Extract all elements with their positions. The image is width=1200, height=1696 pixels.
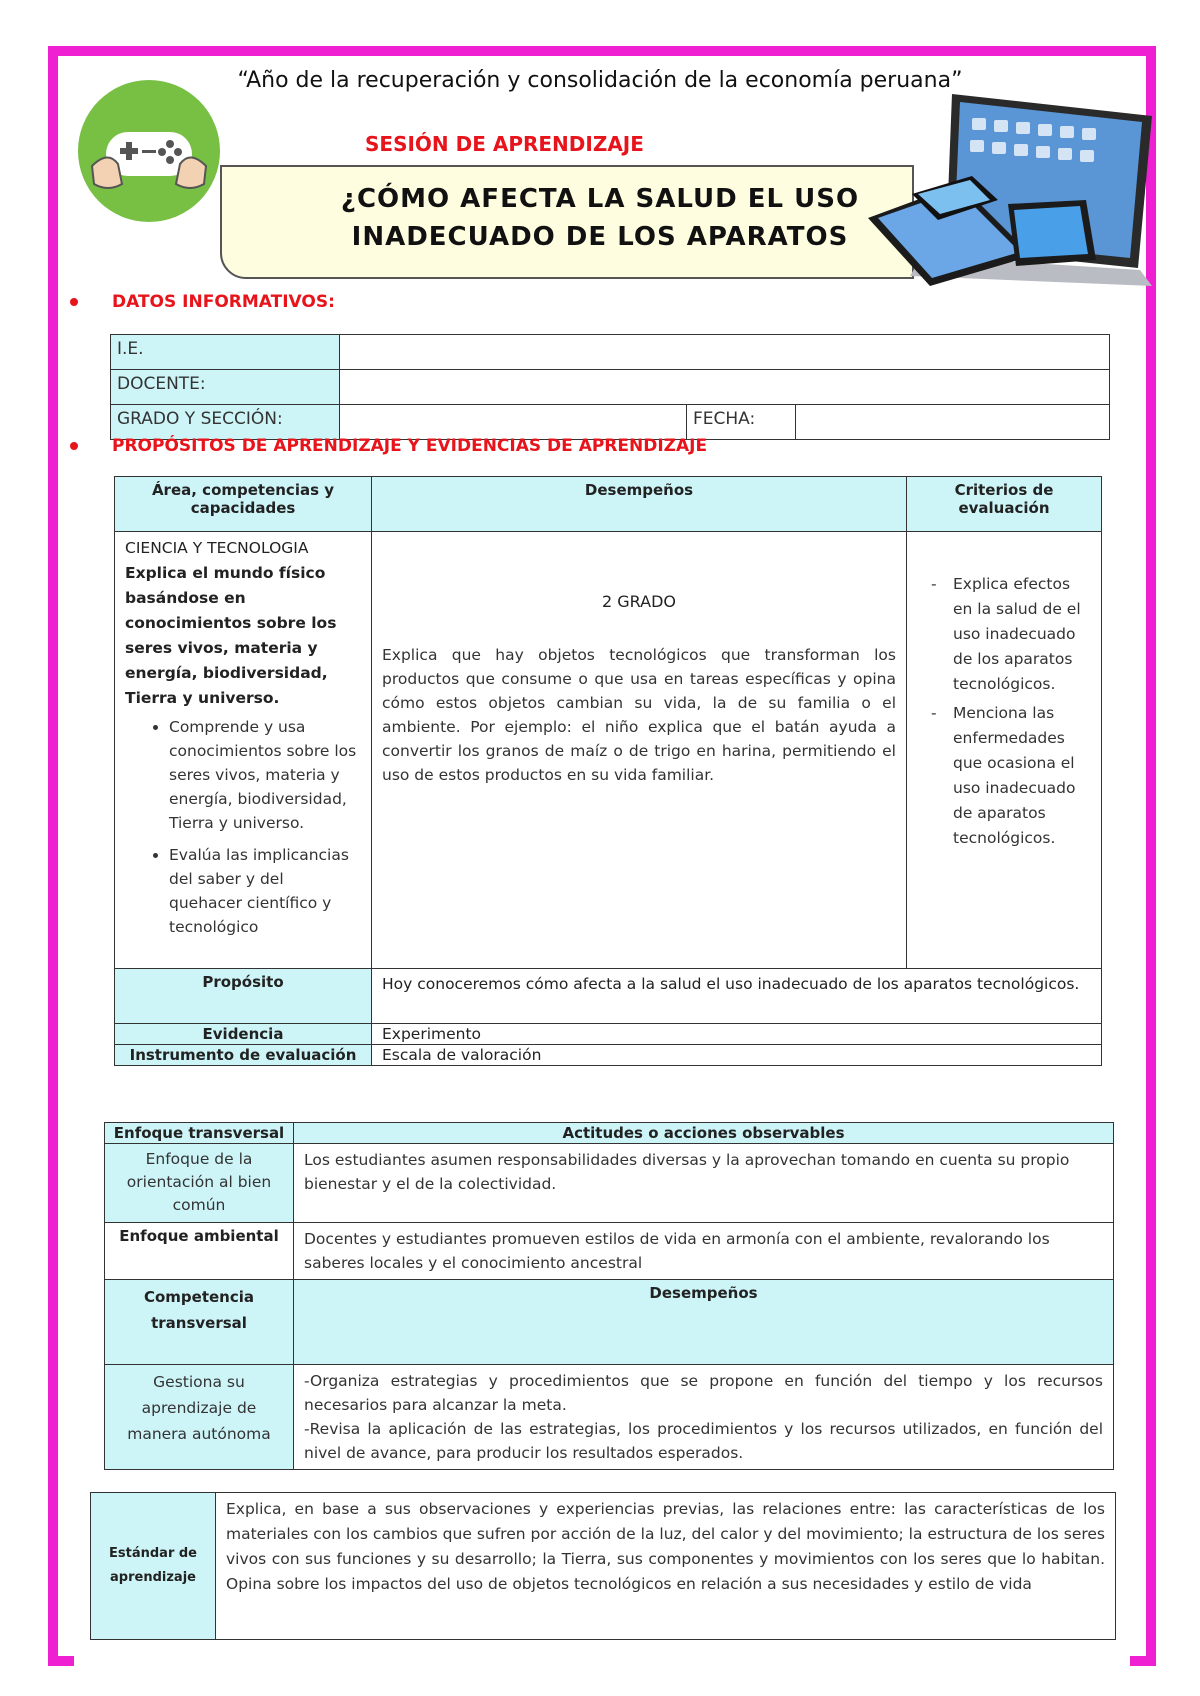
area-title: CIENCIA Y TECNOLOGIA <box>125 539 309 557</box>
estandar-label: Estándar de aprendizaje <box>91 1493 216 1640</box>
header-competencia: Competencia transversal <box>105 1280 294 1365</box>
fecha-label: FECHA: <box>687 405 796 440</box>
instrumento-label: Instrumento de evaluación <box>115 1045 372 1066</box>
header-criterios: Criterios de evaluación <box>907 477 1102 532</box>
estandar-value: Explica, en base a sus observaciones y experiencias previas, las relaciones entre: las características de los materiales con los cambios que sufren por acción de la luz, del calor y del movimiento; la estructura de los seres vivos con sus funciones y su desarrollo; la Tierra, sus componentes y movimientos con los seres que lo habitan. Opina sobre los impactos del uso de objetos tecnológicos en relación a sus necesidades y estilo de vida <box>216 1493 1116 1640</box>
capacidades-list <box>125 715 361 939</box>
criterios-list <box>917 572 1091 851</box>
grado-field[interactable] <box>340 405 687 440</box>
desempeno-cell <box>372 532 907 969</box>
enfoque-ambiental-label: Enfoque ambiental <box>105 1223 294 1280</box>
instrumento-value: Escala de valoración <box>372 1045 1102 1066</box>
header-desempenos: Desempeños <box>372 477 907 532</box>
gestiona-value <box>294 1365 1114 1470</box>
bullet-icon <box>70 442 78 450</box>
capacidad-item: • Comprende y usa conocimientos sobre los seres vivos, materia y energía, biodiversidad, Tierra y universo. <box>169 715 361 835</box>
criterio-item: - Menciona las enfermedades que ocasiona el uso inadecuado de aparatos tecnológicos. <box>931 701 1091 851</box>
evidencia-label: Evidencia <box>115 1024 372 1045</box>
grado-text: 2 GRADO <box>602 592 676 611</box>
capacidad-item: • Evalúa las implicancias del saber y del quehacer científico y tecnológico <box>169 843 361 939</box>
docente-field[interactable] <box>340 370 1110 405</box>
desempeno-text: Explica que hay objetos tecnológicos que transforman los productos que consume o que usa en tareas específicas y opina cómo estos objetos cambian su vida, la de su familia o el ambiente. Por ejemplo: el niño explica que el batán ayuda a convertir los granos de maíz o de trigo en harina, permitiendo el uso de estos productos en su vida familiar. <box>382 646 896 784</box>
propositos-table <box>114 476 1102 1066</box>
header-actitudes: Actitudes o acciones observables <box>294 1123 1114 1144</box>
ie-field[interactable] <box>340 335 1110 370</box>
enfoque-bien-comun-value: Los estudiantes asumen responsabilidades diversas y la aprovechan tomando en cuenta su propio bienestar y el de la colectividad. <box>294 1144 1114 1223</box>
title-line-2: INADECUADO DE LOS APARATOS <box>351 222 849 252</box>
motto: “Año de la recuperación y consolidación de la economía peruana” <box>237 68 963 93</box>
frame-left <box>48 46 58 1666</box>
gestiona-value-2: -Revisa la aplicación de las estrategias, los procedimientos y los recursos utilizados, en función del nivel de avance, para producir los resultados esperados. <box>304 1420 1103 1462</box>
competencia-text: Explica el mundo físico basándose en conocimientos sobre los seres vivos, materia y energía, biodiversidad, Tierra y universo. <box>125 564 337 707</box>
datos-table <box>110 334 1110 440</box>
gestiona-label: Gestiona su aprendizaje de manera autónoma <box>105 1365 294 1470</box>
section-propositos: PROPÓSITOS DE APRENDIZAJE Y EVIDENCIAS DE APRENDIZAJE <box>70 436 707 456</box>
bullet-icon <box>70 298 78 306</box>
section-datos: DATOS INFORMATIVOS: <box>70 292 335 312</box>
criterio-item: - Explica efectos en la salud de el uso inadecuado de los aparatos tecnológicos. <box>931 572 1091 697</box>
ie-label: I.E. <box>111 335 340 370</box>
gamepad-logo-icon <box>78 80 220 222</box>
devices-illustration-icon <box>860 88 1156 298</box>
session-label: SESIÓN DE APRENDIZAJE <box>365 132 644 156</box>
enfoques-table <box>104 1122 1114 1470</box>
header-desempenos-transversal: Desempeños <box>294 1280 1114 1365</box>
proposito-value: Hoy conoceremos cómo afecta a la salud el uso inadecuado de los aparatos tecnológicos. <box>372 969 1102 1024</box>
proposito-label: Propósito <box>115 969 372 1024</box>
header-enfoque: Enfoque transversal <box>105 1123 294 1144</box>
enfoque-bien-comun-label: Enfoque de la orientación al bien común <box>105 1144 294 1223</box>
title-line-1: ¿CÓMO AFECTA LA SALUD EL USO <box>340 184 860 214</box>
estandar-table <box>90 1492 1116 1640</box>
frame-bottom-right <box>1130 1656 1156 1666</box>
fecha-field[interactable] <box>796 405 1110 440</box>
evidencia-value: Experimento <box>372 1024 1102 1045</box>
frame-top <box>48 46 1156 56</box>
gestiona-value-1: -Organiza estrategias y procedimientos que se propone en función del tiempo y los recursos necesarios para alcanzar la meta. <box>304 1372 1103 1414</box>
criterios-cell <box>907 532 1102 969</box>
grado-label: GRADO Y SECCIÓN: <box>111 405 340 440</box>
enfoque-ambiental-value: Docentes y estudiantes promueven estilos de vida en armonía con el ambiente, revalorando los saberes locales y el conocimiento ancestral <box>294 1223 1114 1280</box>
header-area: Área, competencias y capacidades <box>115 477 372 532</box>
area-cell <box>115 532 372 969</box>
docente-label: DOCENTE: <box>111 370 340 405</box>
frame-bottom-left <box>48 1656 74 1666</box>
